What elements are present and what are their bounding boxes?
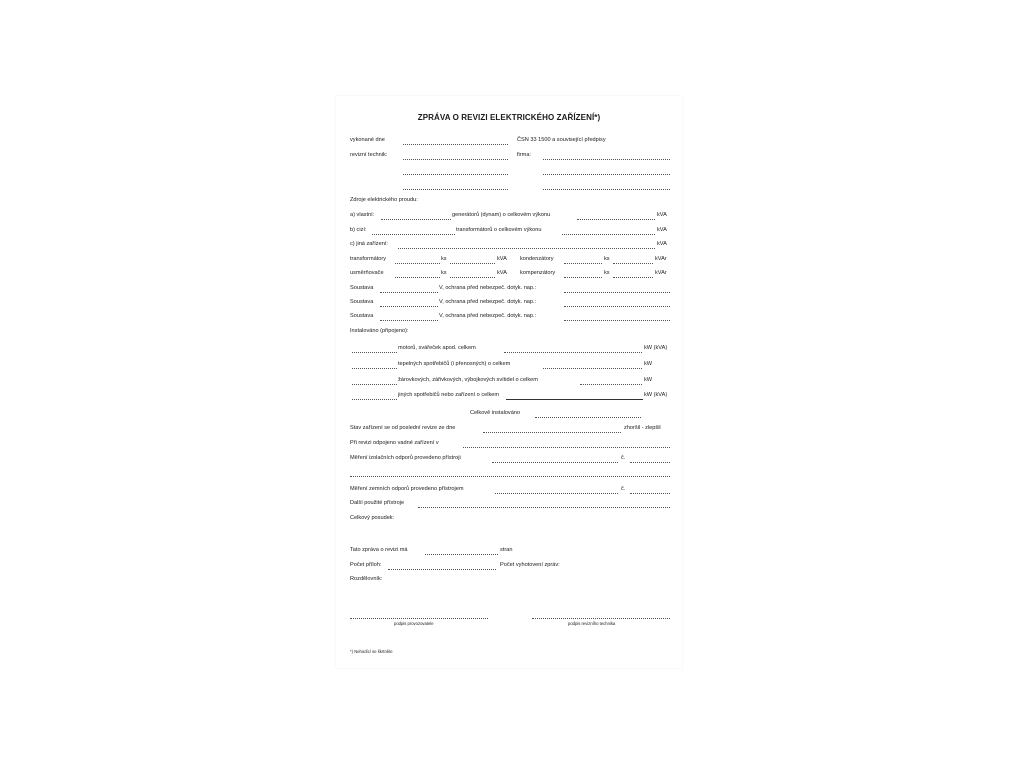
company-field-2[interactable] <box>543 174 670 175</box>
last-revision-date-field[interactable] <box>483 432 621 433</box>
state-since-label: Stav zařízení se od poslední revize ze dne <box>350 425 456 431</box>
technician-signature-line[interactable] <box>532 618 670 619</box>
lights-text: žárovkových, zářivkových, výbojkových svítidel o celkem <box>398 377 538 383</box>
rectifiers-label: usměrňovače <box>350 270 384 276</box>
motors-text: motorů, svářeček apod. celkem <box>398 345 476 351</box>
system-voltage-field-1[interactable] <box>380 292 438 293</box>
technician-field-3[interactable] <box>403 189 508 190</box>
foreign-unit: kVA <box>657 227 667 233</box>
disconnected-label: Při revizi odpojeno vadné zařízení v <box>350 440 439 446</box>
pages-unit: stran <box>500 547 513 553</box>
attachments-field[interactable] <box>388 569 496 570</box>
insulation-extra-field[interactable] <box>350 476 670 477</box>
compensators-label: kompenzátory <box>520 270 556 276</box>
technician-label: revizní technik: <box>350 152 388 158</box>
sources-heading: Zdroje elektrického proudu: <box>350 197 418 203</box>
total-installed-field[interactable] <box>535 417 641 418</box>
transformers-count-field[interactable] <box>395 263 440 264</box>
capacitors-kvar-unit: kVAr <box>655 256 667 262</box>
transformers-ks-unit: ks <box>441 256 447 262</box>
other-consumers-text: jiných spotřebičů nebo zařízení o celkem <box>398 392 500 398</box>
state-change: zhoršil - zlepšil <box>624 425 661 431</box>
capacitors-label: kondenzátory <box>520 256 554 262</box>
own-unit: kVA <box>657 212 667 218</box>
motors-unit: kW (kVA) <box>644 345 668 351</box>
rectifiers-count-field[interactable] <box>395 277 440 278</box>
earth-device-field[interactable] <box>495 493 618 494</box>
technician-field-2[interactable] <box>403 174 508 175</box>
footnote: *) Nehodící se škrtněte <box>350 649 393 654</box>
other-devices-label: Další použité přístroje <box>350 500 405 506</box>
transformers-label: transformátory <box>350 256 387 262</box>
overall-assessment-label: Celkový posudek: <box>350 515 395 521</box>
technician-field[interactable] <box>403 159 508 160</box>
sum-line <box>506 399 643 400</box>
heating-unit: kW <box>644 361 653 367</box>
compensators-count-field[interactable] <box>564 277 602 278</box>
executed-on-label: vykonané dne <box>350 137 385 143</box>
system-protection-2: V, ochrana před nebezpeč. dotyk. nap.: <box>439 299 537 305</box>
report-pages-label: Tato zpráva o revizi má <box>350 547 408 553</box>
other-unit: kW (kVA) <box>644 392 668 398</box>
capacitors-count-field[interactable] <box>564 263 602 264</box>
own-count-field[interactable] <box>381 219 451 220</box>
motors-count-field[interactable] <box>352 352 397 353</box>
insulation-number-field[interactable] <box>630 462 670 463</box>
compensators-power-field[interactable] <box>613 277 653 278</box>
system-protection-3: V, ochrana před nebezpeč. dotyk. nap.: <box>439 313 537 319</box>
transformers-power-field[interactable] <box>450 263 495 264</box>
system-protection-1: V, ochrana před nebezpeč. dotyk. nap.: <box>439 285 537 291</box>
heating-text: tepelných spotřebičů (i přenosných) o celkem <box>398 361 511 367</box>
rectifiers-power-field[interactable] <box>450 277 495 278</box>
rectifiers-ks-unit: ks <box>441 270 447 276</box>
lights-count-field[interactable] <box>352 384 397 385</box>
company-label: firma: <box>517 152 531 158</box>
other-count-field[interactable] <box>352 399 397 400</box>
copies-label: Počet vyhotovení zpráv: <box>500 562 560 568</box>
operator-signature-line[interactable] <box>350 618 488 619</box>
total-installed-label: Celkově instalováno <box>470 410 521 416</box>
foreign-power-field[interactable] <box>562 234 655 235</box>
technician-signature-caption: podpis revizního technika <box>568 621 616 626</box>
own-power-field[interactable] <box>577 219 655 220</box>
rectifiers-kva-unit: kVA <box>497 270 507 276</box>
capacitors-ks-unit: ks <box>604 256 610 262</box>
installed-heading: Instalováno (připojeno): <box>350 328 409 334</box>
lights-unit: kW <box>644 377 653 383</box>
system-voltage-field-3[interactable] <box>380 320 438 321</box>
capacitors-power-field[interactable] <box>613 263 653 264</box>
own-sources-label: a) vlastní: <box>350 212 375 218</box>
compensators-kvar-unit: kVAr <box>655 270 667 276</box>
system-protection-field-2[interactable] <box>564 306 670 307</box>
insulation-number-label: č. <box>621 455 626 461</box>
foreign-sources-label: b) cizí: <box>350 227 367 233</box>
distribution-label: Rozdělovník: <box>350 576 383 582</box>
date-field[interactable] <box>403 144 508 145</box>
other-sources-label: c) jiná zařízení: <box>350 241 388 247</box>
system-label-3: Soustava <box>350 313 374 319</box>
foreign-count-field[interactable] <box>372 234 455 235</box>
other-unit: kVA <box>657 241 667 247</box>
earth-label: Měření zemních odporů provedeno přístrojem <box>350 486 464 492</box>
disconnected-field[interactable] <box>463 447 670 448</box>
insulation-device-field[interactable] <box>492 462 618 463</box>
lights-power-field[interactable] <box>580 384 642 385</box>
system-voltage-field-2[interactable] <box>380 306 438 307</box>
system-label-2: Soustava <box>350 299 374 305</box>
system-label-1: Soustava <box>350 285 374 291</box>
attachments-label: Počet příloh: <box>350 562 382 568</box>
heating-count-field[interactable] <box>352 368 397 369</box>
form-title: ZPRÁVA O REVIZI ELEKTRICKÉHO ZAŘÍZENÍ*) <box>417 113 601 122</box>
other-devices-field[interactable] <box>418 507 670 508</box>
compensators-ks-unit: ks <box>604 270 610 276</box>
foreign-sources-text: transformátorů o celkovém výkonu <box>456 227 542 233</box>
heating-power-field[interactable] <box>543 368 642 369</box>
standard-reference: ČSN 33 1500 a související předpisy <box>517 137 606 143</box>
report-pages-field[interactable] <box>425 554 498 555</box>
report-form-page <box>336 96 682 668</box>
system-protection-field-3[interactable] <box>564 320 670 321</box>
transformers-kva-unit: kVA <box>497 256 507 262</box>
other-sources-field[interactable] <box>398 248 655 249</box>
earth-number-field[interactable] <box>630 493 670 494</box>
company-field-3[interactable] <box>543 189 670 190</box>
system-protection-field-1[interactable] <box>564 292 670 293</box>
earth-number-label: č. <box>621 486 626 492</box>
motors-power-field[interactable] <box>504 352 642 353</box>
company-field[interactable] <box>543 159 670 160</box>
insulation-label: Měření izolačních odporů provedeno přístroji <box>350 455 461 461</box>
operator-signature-caption: podpis provozovatele <box>394 621 434 626</box>
own-sources-text: generátorů (dynam) o celkovém výkonu <box>452 212 551 218</box>
